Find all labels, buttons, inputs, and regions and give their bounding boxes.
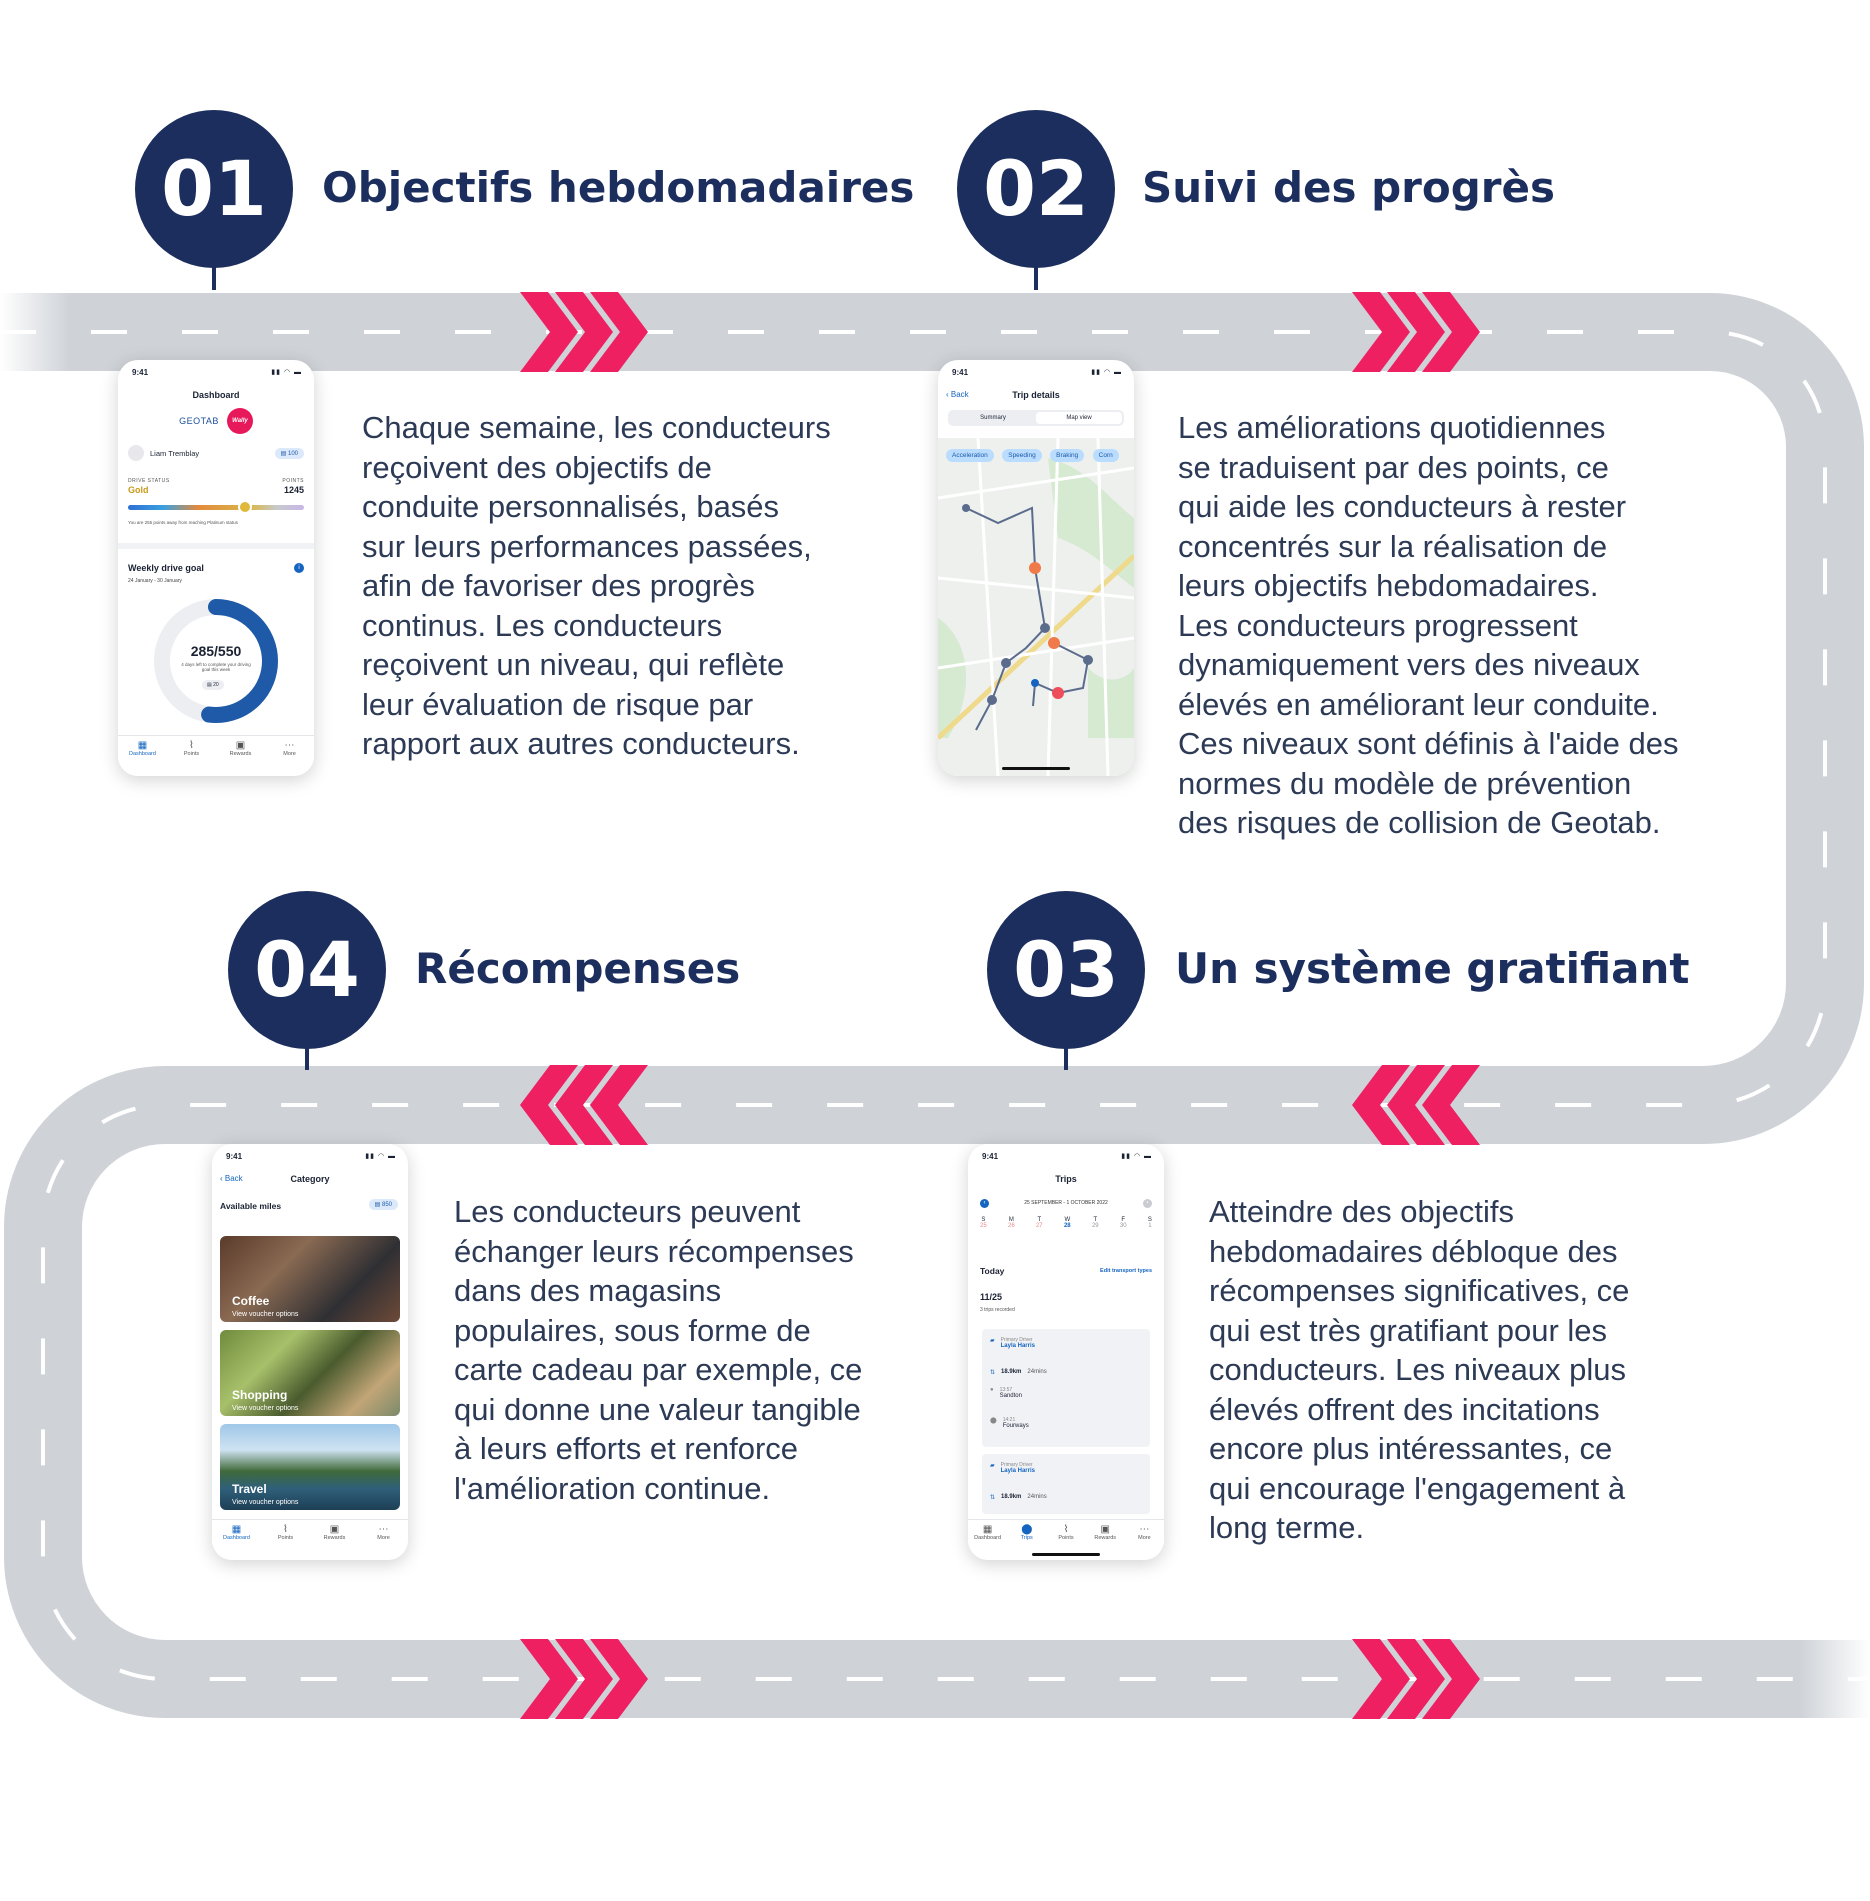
avatar [128,445,144,461]
description-line: reçoivent des objectifs de [362,449,712,485]
description-line: reçoivent un niveau, qui reflète [362,647,785,682]
segment-summary[interactable]: Summary [980,415,1006,421]
screen-title: Dashboard [192,390,240,400]
description-line: afin de favoriser des progrès [362,568,755,603]
card-label: Coffee [232,1294,270,1308]
goal-dates: 24 January - 30 January [128,578,182,584]
tab-rewards[interactable] [315,1524,355,1541]
day-number: 1 [1148,1223,1152,1229]
day-column[interactable] [1036,1217,1043,1229]
description-line: encore plus intéressantes, ce [1209,1431,1613,1466]
status-time: 9:41 [226,1152,243,1161]
tab-more[interactable] [1125,1524,1164,1541]
section-title-04: Récompenses [415,944,741,993]
tab-bar [118,735,314,776]
tab-label: Points [277,1535,294,1541]
back-button[interactable]: ‹ Back [946,390,969,399]
pin-icon: ⬤ [1021,1524,1033,1535]
card-label: Shopping [232,1388,288,1402]
card-shopping[interactable] [220,1330,400,1416]
description-line: populaires, sous forme de [454,1312,811,1348]
description-line: Chaque semaine, les conducteurs [362,410,831,445]
gift-icon: ▣ [1100,1524,1110,1535]
trip-card[interactable] [982,1329,1150,1447]
home-indicator [1032,1553,1100,1556]
tab-label: Dashboard [974,1535,1002,1541]
description-line: sur leurs performances passées, [362,528,812,564]
goal-badge-value: 20 [213,682,219,688]
day-column[interactable] [1008,1217,1015,1229]
day-column[interactable] [1120,1217,1127,1229]
grid-icon: ▦ [231,1524,242,1535]
description-line: Les conducteurs peuvent [454,1194,801,1229]
description-line: l'amélioration continue. [454,1470,771,1506]
day-number: 29 [1091,1223,1099,1229]
map-view[interactable] [938,438,1134,776]
route-map [938,438,1134,776]
start-time: 13:57 [999,1387,1013,1393]
description-line: récompenses significatives, ce [1209,1273,1630,1308]
tab-label: Dashboard [129,751,156,757]
section-01-description [362,408,831,764]
progress-marker [238,500,252,514]
section-03-description [1209,1192,1629,1548]
day-column[interactable] [980,1217,987,1229]
route-icon: ⇅ [990,1370,996,1376]
home-indicator [1002,767,1070,770]
signal-icons: ▮▮ ◠ ▬ [365,1153,396,1160]
section-04-header [228,891,740,1070]
tab-points[interactable] [266,1524,306,1541]
status-time: 9:41 [132,368,149,377]
goal-sub: 4 days left to complete your driving goal this week [181,662,251,672]
end-place: Fourways [1002,1423,1029,1429]
trips-recorded: 3 trips recorded [980,1307,1015,1313]
more-icon: ⋯ [378,1524,389,1535]
description-line: normes du modèle de prévention [1178,765,1632,801]
info-icon[interactable]: i [294,563,304,573]
tab-label: Dashboard [223,1535,250,1541]
phone-dashboard [118,360,314,776]
tab-label: Points [183,751,200,757]
status-time: 9:41 [982,1152,999,1161]
card-sub: View voucher options [232,1405,299,1412]
tab-label: Points [1058,1535,1074,1541]
tab-points[interactable] [172,740,212,757]
gift-icon: ▣ [329,1524,340,1535]
chip-speeding[interactable]: Speeding [1002,449,1041,462]
section-title-01: Objectifs hebdomadaires [322,163,915,212]
goal-badge: ▤ 20 [202,680,224,690]
trend-icon: ⌇ [283,1524,288,1535]
miles-label: Available miles [220,1201,282,1211]
day-column[interactable] [1092,1217,1099,1229]
section-04-description [454,1192,862,1508]
miles-badge: ▤ 850 [369,1199,398,1210]
description-line: se traduisent par des points, ce [1178,449,1609,485]
step-number-01: 01 [161,144,267,233]
driver-role: Primary Driver [1000,1337,1033,1343]
screen-title: Trip details [1012,390,1060,400]
description-line: continus. Les conducteurs [362,607,723,643]
trip-duration: 24mins [1027,1369,1047,1375]
description-line: conduite personnalisés, basés [362,489,780,524]
section-title-02: Suivi des progrès [1142,163,1556,212]
day-column[interactable] [1148,1217,1152,1229]
section-title-03: Un système gratifiant [1175,944,1690,993]
description-line: à leurs efforts et renforce [454,1431,799,1466]
points-value: 1245 [283,485,304,495]
signal-icons: ▮▮ ◠ ▬ [271,369,302,376]
driver-name: Layla Harris [1000,1468,1035,1474]
description-line: élevés en améliorant leur conduite. [1178,686,1659,722]
drive-status-label: DRIVE STATUS [128,478,170,484]
description-line: Ces niveaux sont définis à l'aide des [1178,726,1679,761]
section-03-header [987,891,1689,1070]
driver-name: Layla Harris [1000,1343,1035,1349]
user-name: Liam Tremblay [150,448,200,458]
tab-label: More [377,1535,390,1541]
tab-trips[interactable] [1007,1524,1046,1541]
description-line: leurs objectifs hebdomadaires. [1178,568,1599,603]
description-line: Les améliorations quotidiennes [1178,410,1606,445]
tab-dashboard[interactable] [217,1524,257,1541]
status-progress-bar [128,505,304,510]
tab-bar [212,1519,408,1560]
description-line: carte cadeau par exemple, ce [454,1352,863,1387]
gift-icon: ▣ [235,740,246,751]
tab-label: Rewards [323,1535,346,1541]
drive-status-value: Gold [128,485,149,495]
description-line: hebdomadaires débloque des [1209,1233,1618,1269]
description-line: élevés offrent des incitations [1209,1391,1600,1427]
description-line: qui donne une valeur tangible [454,1391,861,1427]
description-line: dans des magasins [454,1273,722,1308]
back-button[interactable]: ‹ Back [220,1174,243,1183]
car-icon: ▰ [990,1338,995,1344]
weekday-label: M [1008,1217,1014,1223]
step-number-02: 02 [983,144,1089,233]
description-line: conducteurs. Les niveaux plus [1209,1352,1627,1387]
description-line: Les conducteurs progressent [1178,607,1578,643]
weekday-label: S [981,1217,986,1223]
trip-date: 11/25 [980,1292,1003,1302]
points-label: POINTS [282,478,304,484]
card-travel[interactable] [220,1424,400,1510]
tab-rewards[interactable] [221,740,261,757]
edit-transport-link[interactable]: Edit transport types [1100,1268,1152,1274]
grid-icon: ▦ [137,740,148,751]
progress-note: You are 255 points away from reaching Platinum status [128,520,238,525]
more-icon: ⋯ [1139,1524,1150,1535]
tab-dashboard[interactable] [123,740,163,757]
section-02-description [1178,408,1679,843]
tab-label: More [283,751,296,757]
end-pin-icon: ⬤ [990,1418,997,1424]
segment-map-view[interactable]: Map view [1036,412,1122,424]
description-line: leur évaluation de risque par [362,686,754,722]
tab-label: Trips [1020,1535,1033,1541]
today-label: Today [980,1266,1005,1276]
weekday-label: F [1121,1217,1126,1223]
more-icon: ⋯ [284,740,295,751]
screen-title: Trips [1055,1174,1077,1184]
section-01-header [135,110,914,290]
divider [118,543,314,549]
trend-icon: ⌇ [189,740,194,751]
user-row[interactable] [128,443,304,463]
tab-label: More [1138,1535,1151,1541]
phone-trips [968,1144,1164,1560]
description-line: Atteindre des objectifs [1209,1194,1515,1229]
week-strip [980,1217,1152,1229]
status-time: 9:41 [952,368,969,377]
tab-label: Rewards [1094,1535,1117,1541]
trip-distance: 18.9km [1001,1494,1022,1500]
car-icon: ▰ [990,1463,995,1469]
tab-rewards[interactable] [1086,1524,1125,1541]
segment-control [948,410,1124,426]
day-number: 25 [980,1223,987,1229]
points-badge-value: 100 [287,450,298,457]
trip-distance: 18.9km [1001,1369,1022,1375]
start-icon: ● [990,1387,994,1393]
back-label: Back [950,390,969,399]
screen-title: Category [290,1174,330,1184]
description-line: échanger leurs récompenses [454,1233,854,1269]
next-week-icon[interactable]: › [1143,1199,1152,1208]
description-line: long terme. [1209,1510,1365,1545]
weekday-label: W [1064,1217,1071,1223]
geotab-logo: GEOTAB [179,416,219,426]
card-sub: View voucher options [232,1499,299,1506]
card-sub: View voucher options [232,1311,299,1318]
weekday-label: T [1037,1217,1042,1223]
goal-title: Weekly drive goal [128,563,204,573]
miles-value: 850 [381,1202,392,1208]
day-number: 26 [1007,1223,1015,1229]
grid-icon: ▦ [982,1524,993,1535]
weekday-label: S [1147,1217,1152,1223]
day-number: 30 [1119,1223,1127,1229]
step-number-04: 04 [254,925,360,1014]
trip-card[interactable] [982,1454,1150,1514]
card-coffee[interactable] [220,1236,400,1322]
weekday-label: T [1093,1217,1098,1223]
tab-label: Rewards [229,751,252,757]
trip-duration: 24mins [1027,1494,1047,1500]
goal-ring [150,595,282,727]
signal-icons: ▮▮ ◠ ▬ [1091,369,1122,376]
chip-cornering[interactable]: Corn [1093,449,1119,462]
description-line: qui encourage l'engagement à [1209,1470,1626,1506]
day-number: 27 [1035,1223,1043,1229]
step-number-03: 03 [1013,925,1119,1014]
phone-category [212,1144,408,1560]
back-label: Back [224,1174,243,1183]
points-badge: ▤ 100 [275,448,304,459]
filter-chips [946,444,1123,462]
day-column[interactable] [1064,1217,1071,1229]
description-line: dynamiquement vers des niveaux [1178,647,1640,682]
drive-status-block [128,478,304,525]
end-time: 14:21 [1002,1417,1016,1423]
description-line: des risques de collision de Geotab. [1178,805,1661,840]
description-line: qui est très gratifiant pour les [1209,1312,1608,1348]
tab-dashboard[interactable] [968,1524,1007,1541]
tab-points[interactable] [1046,1524,1085,1541]
prev-week-icon[interactable]: ‹ [980,1199,989,1208]
phone-trip-details [938,360,1134,776]
chip-braking[interactable]: Braking [1050,449,1084,462]
description-line: rapport aux autres conducteurs. [362,726,800,761]
wally-badge: Wally [227,408,253,434]
tab-more[interactable] [270,740,310,757]
route-icon: ⇅ [990,1495,996,1501]
card-label: Travel [232,1482,267,1496]
signal-icons: ▮▮ ◠ ▬ [1121,1153,1152,1160]
section-02-header [957,110,1555,290]
brand-row [118,408,314,434]
driver-role: Primary Driver [1000,1462,1033,1468]
week-range: 25 SEPTEMBER - 1 OCTOBER 2022 [1024,1200,1108,1206]
goal-value: 285/550 [190,643,242,659]
description-line: concentrés sur la réalisation de [1178,528,1608,564]
description-line: qui aide les conducteurs à rester [1178,489,1627,524]
tab-more[interactable] [364,1524,404,1541]
trend-icon: ⌇ [1063,1524,1069,1535]
chip-acceleration[interactable]: Acceleration [946,449,994,462]
start-place: Sandton [999,1393,1022,1399]
day-number: 28 [1063,1223,1071,1229]
